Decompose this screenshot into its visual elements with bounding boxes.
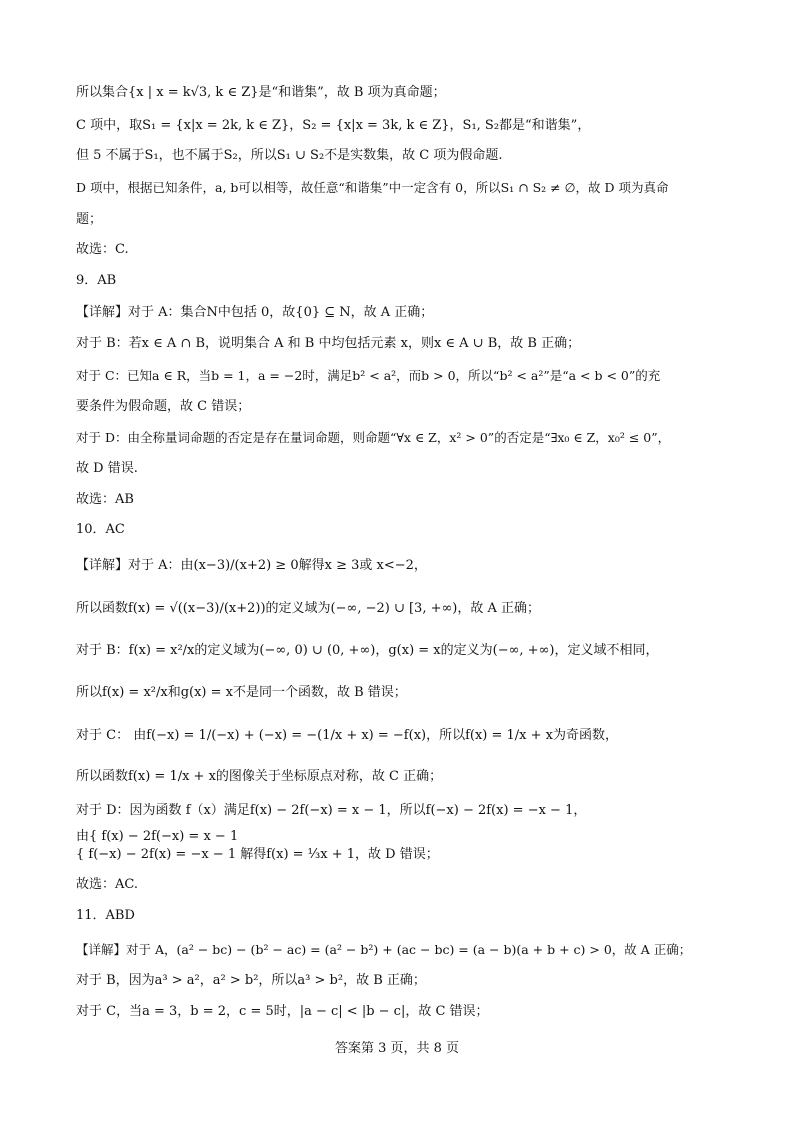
text-line: 对于 C：已知a ∈ R，当b = 1，a = −2时，满足b² < a²，而b > 0，所以“b² < a²”是“a < b < 0”的充 <box>76 368 661 383</box>
text-line: 对于 C： 由f(−x) = 1/(−x) + (−x) = −(1/x + x) = −f(x)，所以f(x) = 1/x + x为奇函数， <box>76 728 619 743</box>
text-line: 对于 D：因为函数 f（x）满足f(x) − 2f(−x) = x − 1，所以f(−x) − 2f(x) = −x − 1， <box>76 803 587 818</box>
text-line: 对于 D：由全称量词命题的否定是存在量词命题，则命题“∀x ∈ Z，x² > 0”的否定是“∃x₀ ∈ Z，x₀² ≤ 0”， <box>76 430 671 445</box>
page-footer: 答案第 3 页，共 8 页 <box>334 1041 460 1056</box>
text-line: { f(−x) − 2f(x) = −x − 1 解得f(x) = ⅓x + 1，故 D 错误； <box>76 847 439 862</box>
text-line: 对于 B：若x ∈ A ∩ B，说明集合 A 和 B 中均包括元素 x，则x ∈ A ∪ B，故 B 正确； <box>76 336 581 351</box>
question-number: 10．AC <box>76 522 125 537</box>
text-line: D 项中，根据已知条件，a, b可以相等，故任意“和谐集”中一定含有 0，所以S₁ ∩ S₂ ≠ ∅，故 D 项为真命 <box>76 180 669 195</box>
text-line: 所以集合{x | x = k√3, k ∈ Z}是“和谐集”，故 B 项为真命题； <box>76 85 446 100</box>
question-number: 9．AB <box>76 273 117 288</box>
text-line: 对于 B：f(x) = x²/x的定义域为(−∞, 0) ∪ (0, +∞)，g(x) = x的定义为(−∞, +∞)，定义域不相同， <box>76 643 659 658</box>
text-line: 题； <box>76 212 103 227</box>
text-line: C 项中，取S₁ = {x|x = 2k, k ∈ Z}，S₂ = {x|x = 3k, k ∈ Z}，S₁, S₂都是“和谐集”， <box>76 118 591 133</box>
text-line: 对于 B，因为a³ > a²，a² > b²，所以a³ > b²，故 B 正确； <box>76 973 426 988</box>
question-number: 11．ABD <box>76 908 135 923</box>
text-line: 故选：AB <box>76 492 134 507</box>
text-line: 所以f(x) = x²/x和g(x) = x不是同一个函数，故 B 错误； <box>76 685 407 700</box>
text-line: 故选：C. <box>76 242 129 257</box>
text-line: 【详解】对于 A，(a² − bc) − (b² − ac) = (a² − b²) + (ac − bc) = (a − b)(a + b + c) > 0，故 A 正确； <box>76 942 692 957</box>
text-line: 故 D 错误. <box>76 461 138 476</box>
text-line: 【详解】对于 A：由(x−3)/(x+2) ≥ 0解得x ≥ 3或 x<−2， <box>76 558 427 573</box>
text-line: 由{ f(x) − 2f(−x) = x − 1 <box>76 829 239 844</box>
text-line: 【详解】对于 A：集合N中包括 0，故{0} ⊆ N，故 A 正确； <box>76 305 434 320</box>
text-line: 要条件为假命题，故 C 错误； <box>76 399 251 414</box>
text-line: 所以函数f(x) = 1/x + x的图像关于坐标原点对称，故 C 正确； <box>76 769 443 784</box>
text-line: 所以函数f(x) = √((x−3)/(x+2))的定义域为(−∞, −2) ∪ [3, +∞)，故 A 正确； <box>76 601 541 616</box>
text-line: 但 5 不属于S₁，也不属于S₂，所以S₁ ∪ S₂不是实数集，故 C 项为假命题. <box>76 148 503 163</box>
text-line: 故选：AC. <box>76 877 139 892</box>
text-line: 对于 C，当a = 3，b = 2，c = 5时，|a − c| < |b − c|，故 C 错误； <box>76 1004 489 1019</box>
